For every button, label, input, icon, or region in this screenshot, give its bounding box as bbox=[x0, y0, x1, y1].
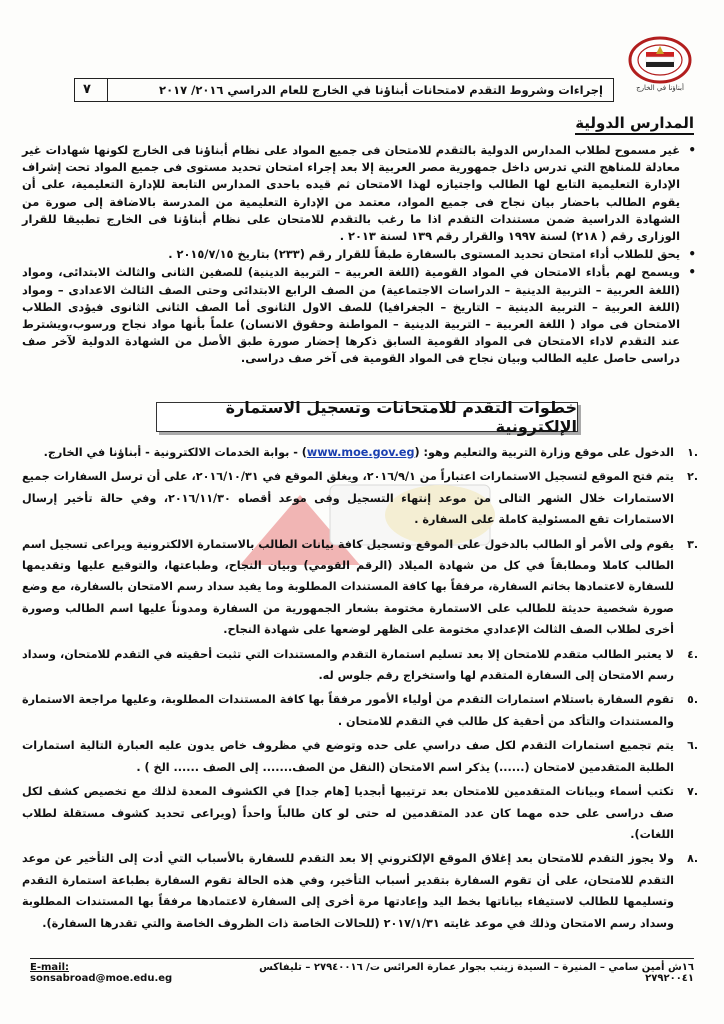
bullet-list bbox=[22, 142, 700, 369]
header-title-box bbox=[74, 78, 614, 102]
email-label: E-mail: bbox=[30, 962, 70, 973]
step-text: لا يعتبر الطالب متقدم للامتحان إلا بعد تسليم استمارة التقدم والمستندات التي تثبت أحقيته في التقدم للامتحان، وسداد رسم الامتحان إلى السفارة المتقدم لها واستخراج رقم جلوس له. bbox=[22, 647, 674, 683]
footer-address: ١٦ش أمين سامي – المنيرة – السيدة زينب بجوار عمارة العرائس ت/ ٢٧٩٤٠٠١٦ – تليفاكس ٢٧٩٢٠٠٤١ bbox=[259, 962, 694, 984]
moe-website-link[interactable]: www.moe.gov.eg bbox=[306, 446, 415, 459]
step-number: .٧ bbox=[687, 785, 698, 799]
page-number: ٧ bbox=[75, 79, 108, 101]
bullet-text: يحق للطلاب أداء امتحان تحديد المستوى بالسفارة طبقاً للقرار رقم (٢٣٣) بتاريخ ٢٠١٥/٧/١٥ . bbox=[168, 247, 680, 262]
step-number: .٨ bbox=[687, 852, 698, 866]
step-number: .١ bbox=[687, 446, 698, 459]
step-number: .٣ bbox=[687, 537, 698, 551]
step-text-after: ) - بوابة الخدمات الالكترونية - أبناؤنا في الخارج. bbox=[43, 446, 307, 459]
email-link[interactable]: sonsabroad@moe.edu.eg bbox=[30, 973, 173, 984]
logo-emblem-icon bbox=[624, 34, 696, 86]
step-text: يتم فتح الموقع لتسجيل الاستمارات اعتباراً من ٢٠١٦/٩/١، ويغلق الموقع في ٢٠١٦/١٠/٣١، على أن ترسل السفارات جميع الاستمارات خلال الشهر التالى من موعد إنتهاء التسجيل وفى موعد أقصاه ٢٠١٦/١١/٣٠، وفي حالة تأخير إرسال الاستمارات تقع المسئولية كاملة على السفارة . bbox=[22, 470, 675, 527]
step-text: يقوم ولى الأمر أو الطالب بالدخول على الموقع وتسجيل كافة بيانات الطالب بالاستمارة الالكترونية ويراعى تسجيل اسم الطالب كاملا ومطابقاً في كل من شهادة الميلاد (الرقم القومي) وبيان النجاح، وطباعتها، والتوقيع عليها وتقديمها للسفارة لاعتمادها بخاتم السفارة، مرفقاً بها كافة المستندات المطلوبة وما يفيد سداد رسم الامتحان بالسفارة، مع وضع صورة شخصية حديثة للطالب على الاستمارة مختومة بشعار الجمهورية من السفارة ومدوناً عليها اسم الطالب وصورة أخرى لطلاب الصف الثالث الإعدادي مختومة على الظهر لوضعها على شهادة النجاح. bbox=[22, 537, 674, 637]
step-item bbox=[22, 534, 700, 641]
logo-caption: أبناؤنا في الخارج bbox=[636, 84, 684, 92]
page-header bbox=[44, 34, 684, 97]
bullet-text: غير مسموح لطلاب المدارس الدولية بالتقدم للامتحان فى جميع المواد على نظام أبناؤنا فى الخارج لكونها شهادات غير معادلة للمناهج التي تدرس داخل جمهورية مصر العربية إلا بعد إجراء امتحان تحديد مستوى فى جميع المواد تحت إشراف الإدارة التعليمية التابع لها الطالب واجتيازه لهذا الامتحان ثم قيده باحدى المدارس التابعة للإدارة التعليمية، على أن يقوم الطالب باحضار بيان نجاح فى جميع المواد، معتمد من الإدارة التعليمية من المدرسة بالاضافة إلى صورة من الشهادة الدراسية ضمن مستندات التقدم اذا ما رغب بالتقدم للامتحان على نظام أبناؤنا فى الخارج تطبيقا للقرار الوزارى رقم ( ٢١٨) لسنة ١٩٩٧ والقرار رقم ١٣٩ لسنة ٢٠١٣ . bbox=[22, 143, 680, 244]
step-number: .٦ bbox=[687, 739, 698, 753]
bullet-text: ويسمح لهم بأداء الامتحان في المواد القومية (اللغة العربية – التربية الدينية) للصفين الثانى والثالث الابتدائى، ومواد (اللغة العربية – التربية الدينية – الدراسات الاجتماعية) من الصف الرابع الابتدائى وحتى الصف الثالث الاعدادى – ومواد (اللغة العربية – التربية الدينية – التاريخ – الجغرافيا) للصف الاول الثانوى أما الصف الثانى الثانوى فيؤدى الطلاب الامتحان فى مواد ( اللغة العربية – التربية الدينية – المواطنة وحقوق الانسان) علماً بأنها مواد نجاح ورسوب،ويشترط عند التقدم لاداء الامتحان فى المواد القومية السابق ذكرها إحضار صورة طبق الأصل من الشهادة الدولية لآخر صف دراسى حاصل عليه الطالب وبيان نجاح فى المواد القومية فى آخر صف دراسى. bbox=[22, 265, 680, 366]
bullet-item bbox=[22, 142, 700, 245]
step-text: يتم تجميع استمارات التقدم لكل صف دراسي على حده وتوضع في مظروف خاص يدون عليه العبارة التالية استمارات الطلبة المتقدمين لامتحان (......) يذكر اسم الامتحان (النقل من الصف....... إلى الصف ...... الخ ) . bbox=[22, 739, 674, 774]
step-text: تكتب أسماء وبيانات المتقدمين للامتحان بعد ترتيبها أبجديا [هام جدا] في الكشوف المعدة لذلك مع تخصيص كشف لكل صف دراسى على حده مهما كان عدد المتقدمين له حتى لو كان طالباً واحداً (ويراعى تحديد كشوف مستقلة لطلاب اللغات). bbox=[22, 785, 674, 841]
step-item bbox=[22, 644, 700, 687]
step-number: .٢ bbox=[687, 470, 698, 484]
bullet-item bbox=[22, 264, 700, 367]
step-item bbox=[22, 466, 700, 530]
step-item bbox=[22, 689, 700, 732]
header-title: إجراءات وشروط التقدم لامتحانات أبناؤنا في الخارج للعام الدراسي ٢٠١٦/ ٢٠١٧ bbox=[159, 83, 603, 97]
step-text: ولا يجوز التقدم للامتحان بعد إغلاق الموقع الإلكتروني إلا بعد التقدم للسفارة بالأسباب التي أدت إلى التأخير عن موعد التقدم للامتحان، على أن تقوم السفارة بتقدير أسباب التأخير، وفي هذه الحالة تقوم السفارة بطباعة استمارة التقدم وتسليمها للطالب لاستيفاء بياناتها بخط اليد وإعادتها مرة أخرى إلى السفارة لاعتمادها مرفقاً بها المستندات المطلوبة وسداد رسم الامتحان وذلك في موعد غايته ٢٠١٧/١/٣١ (للحالات الخاصة ذات الظروف الخاصة والتي تقدرها السفارة). bbox=[22, 852, 674, 930]
footer-divider bbox=[30, 958, 694, 959]
steps-heading: خطوات التقدم للامتحانات وتسجيل الاستمارة الإلكترونية bbox=[156, 402, 578, 432]
step-item bbox=[22, 781, 700, 845]
step-item bbox=[22, 442, 700, 463]
step-text: تقوم السفارة باستلام استمارات التقدم من أولياء الأمور مرفقاً بها كافة المستندات المطلوبة، وعليها مراجعة الاستمارة والمستندات والتأكد من أحقية كل طالب في التقدم للامتحان . bbox=[22, 693, 674, 728]
bullet-icon: • bbox=[688, 265, 696, 280]
step-number: .٤ bbox=[687, 647, 698, 661]
step-item bbox=[22, 848, 700, 934]
step-text: الدخول على موقع وزارة التربية والتعليم وهو: ( bbox=[414, 446, 674, 459]
footer-email bbox=[30, 962, 213, 984]
ministry-logo bbox=[624, 34, 696, 96]
bullet-icon: • bbox=[688, 143, 696, 157]
steps-list bbox=[22, 442, 700, 937]
step-item bbox=[22, 735, 700, 778]
bullet-item bbox=[22, 246, 700, 263]
section-title: المدارس الدولية bbox=[575, 114, 694, 135]
bullet-icon: • bbox=[688, 247, 696, 262]
page-footer bbox=[30, 962, 694, 984]
step-number: .٥ bbox=[687, 693, 698, 707]
